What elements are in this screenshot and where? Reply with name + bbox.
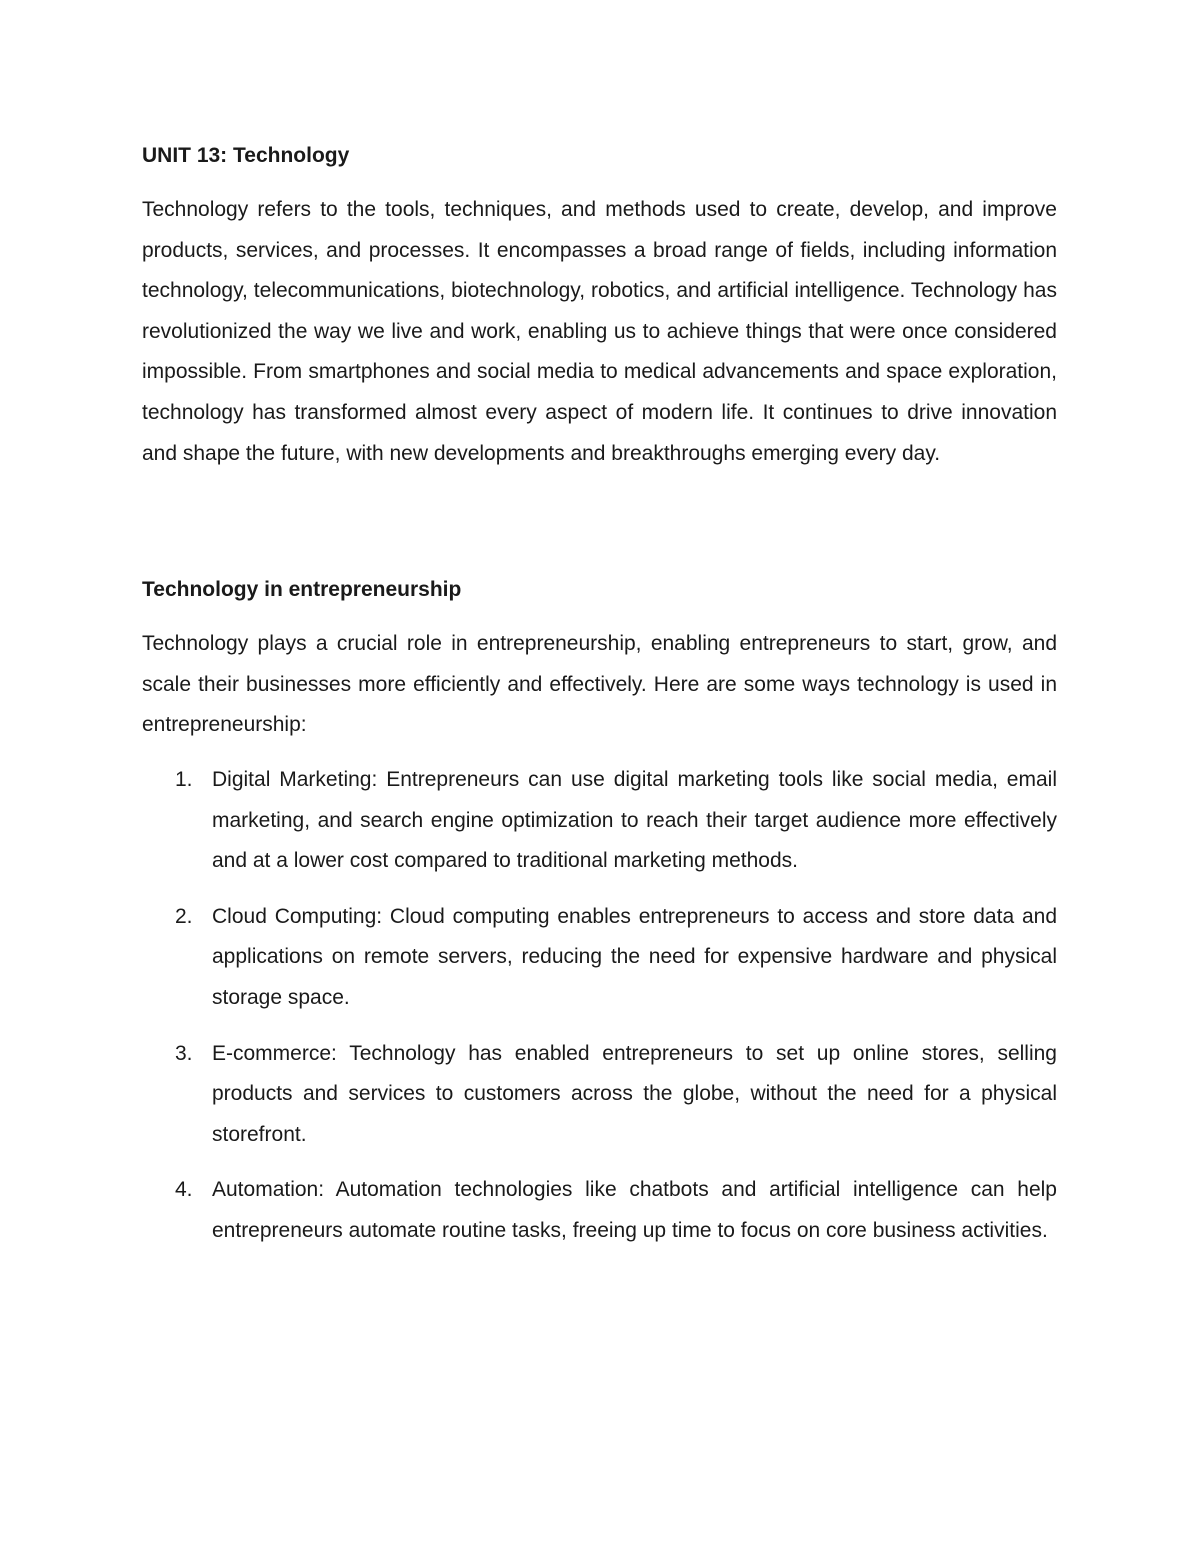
list-item-number: 2. [175,904,193,928]
list-item-number: 1. [175,767,193,791]
list-item-text: Digital Marketing: Entrepreneurs can use digital marketing tools like social media, email marketing, and search engine optimization to reach their target audience more effectively and at a lower cost compared to traditional marketing methods. [212,767,1057,873]
unit-intro-paragraph: Technology refers to the tools, techniques, and methods used to create, develop, and improve products, services, and processes. It encompasses a broad range of fields, including information technology, telecommunications, biotechnology, robotics, and artificial intelligence. Technology has revolutionized the way we live and work, enabling us to achieve things that were once considered impossible. From smartphones and social media to medical advancements and space exploration, technology has transformed almost every aspect of modern life. It continues to drive innovation and shape the future, with new developments and breakthroughs emerging every day. [142,198,1057,465]
list-item [142,1034,1057,1156]
list-item-text: Automation: Automation technologies like chatbots and artificial intelligence can help entrepreneurs automate routine tasks, freeing up time to focus on core business activities. [212,1178,1057,1242]
unit-title: UNIT 13: Technology [142,144,350,167]
document-page [142,136,1057,1266]
list-item-number: 3. [175,1041,193,1065]
section-title: Technology in entrepreneurship [142,578,462,602]
list-item [142,897,1057,1019]
list-item [142,1170,1057,1251]
technology-uses-list [142,760,1057,1252]
list-item-number: 4. [175,1178,193,1202]
list-item [142,760,1057,882]
list-item-text: E-commerce: Technology has enabled entrepreneurs to set up online stores, selling products and services to customers across the globe, without the need for a physical storefront. [212,1041,1057,1146]
section-intro-paragraph: Technology plays a crucial role in entrepreneurship, enabling entrepreneurs to start, grow, and scale their businesses more efficiently and effectively. Here are some ways technology is used in entrepreneurship: [142,632,1057,737]
list-item-text: Cloud Computing: Cloud computing enables entrepreneurs to access and store data and applications on remote servers, reducing the need for expensive hardware and physical storage space. [212,904,1057,1009]
